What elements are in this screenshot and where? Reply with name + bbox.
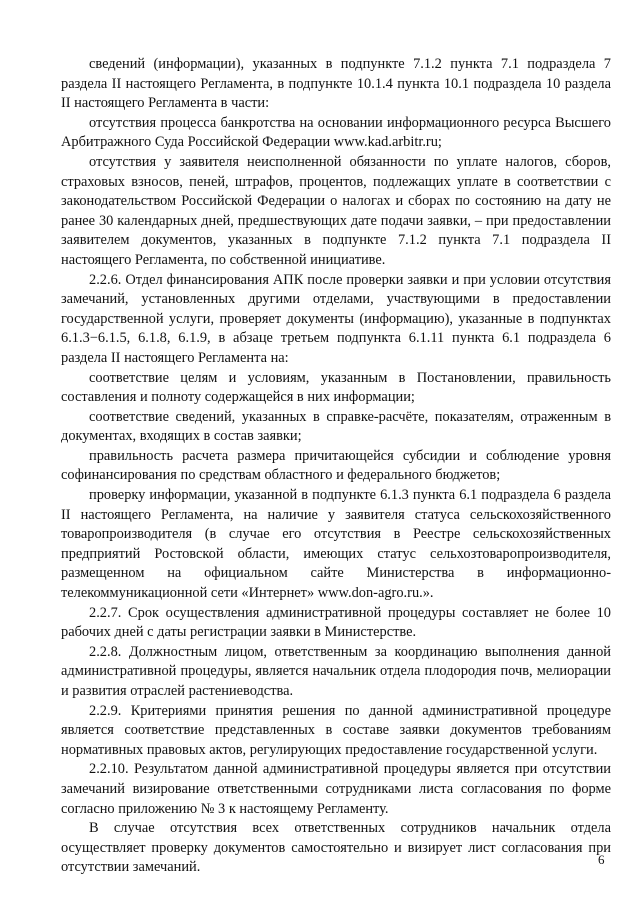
body-text bbox=[61, 55, 611, 878]
paragraph: отсутствия процесса банкротства на основании информационного ресурса Высшего Арбитражного Суда Российской Федерации www.kad.arbitr.ru; bbox=[61, 114, 611, 151]
paragraph: проверку информации, указанной в подпункте 6.1.3 пункта 6.1 подраздела 6 раздела II настоящего Регламента, на наличие у заявителя статуса сельскохозяйственного товаропроизводителя (в случае его отсутствия в Реестре сельскохозяйственных предприятий Ростовской области, имеющих статус сельхозтоваропроизводителя, размещенном на официальном сайте Министерства в информационно-телекоммуникационной сети «Интернет» www.don-agro.ru.». bbox=[61, 487, 611, 602]
paragraph: 2.2.8. Должностным лицом, ответственным за координацию выполнения данной административной процедуры, является начальник отдела плодородия почв, мелиорации и развития отраслей растениеводства. bbox=[61, 643, 611, 699]
paragraph: правильность расчета размера причитающейся субсидии и соблюдение уровня софинансирования по средствам областного и федерального бюджетов; bbox=[61, 447, 611, 484]
paragraph: 2.2.6. Отдел финансирования АПК после проверки заявки и при условии отсутствия замечаний, установленных другими отделами, участвующими в предоставлении государственной услуги, проверяет документы (информацию), указанные в подпунктах 6.1.3−6.1.5, 6.1.8, 6.1.9, в абзаце третьем подпункта 6.1.11 пункта 6.1 подраздела 6 раздела II настоящего Регламента на: bbox=[61, 271, 611, 366]
page-number: 6 bbox=[598, 852, 605, 867]
paragraph: сведений (информации), указанных в подпункте 7.1.2 пункта 7.1 подраздела 7 раздела II настоящего Регламента, в подпункте 10.1.4 пункта 10.1 подраздела 10 раздела II настоящего Регламента в части: bbox=[61, 56, 611, 112]
paragraph: 2.2.9. Критериями принятия решения по данной административной процедуре является соответствие представленных в составе заявки документов требованиям нормативных правовых актов, регулирующих предоставление государственной услуги. bbox=[61, 702, 611, 758]
paragraph: соответствие целям и условиям, указанным в Постановлении, правильность составления и полноту содержащейся в них информации; bbox=[61, 369, 611, 406]
paragraph: отсутствия у заявителя неисполненной обязанности по уплате налогов, сборов, страховых взносов, пеней, штрафов, процентов, подлежащих уплате в соответствии с законодательством Российской Федерации о налогах и сборах по состоянию на дату не ранее 30 календарных дней, предшествующих дате подачи заявки, – при предоставлении заявителем документов, указанных в подпункте 7.1.2 пункта 7.1 подраздела II настоящего Регламента, по собственной инициативе. bbox=[61, 153, 611, 268]
paragraph: В случае отсутствия всех ответственных сотрудников начальник отдела осуществляет проверку документов самостоятельно и визирует лист согласования при отсутствии замечаний. bbox=[61, 820, 611, 876]
paragraph: 2.2.10. Результатом данной административной процедуры является при отсутствии замечаний визирование ответственными сотрудниками листа согласования по форме согласно приложению № 3 к настоящему Регламенту. bbox=[61, 761, 611, 817]
paragraph: 2.2.7. Срок осуществления административной процедуры составляет не более 10 рабочих дней с даты регистрации заявки в Министерстве. bbox=[61, 604, 611, 641]
paragraph: соответствие сведений, указанных в справке-расчёте, показателям, отраженным в документах, входящих в состав заявки; bbox=[61, 408, 611, 445]
